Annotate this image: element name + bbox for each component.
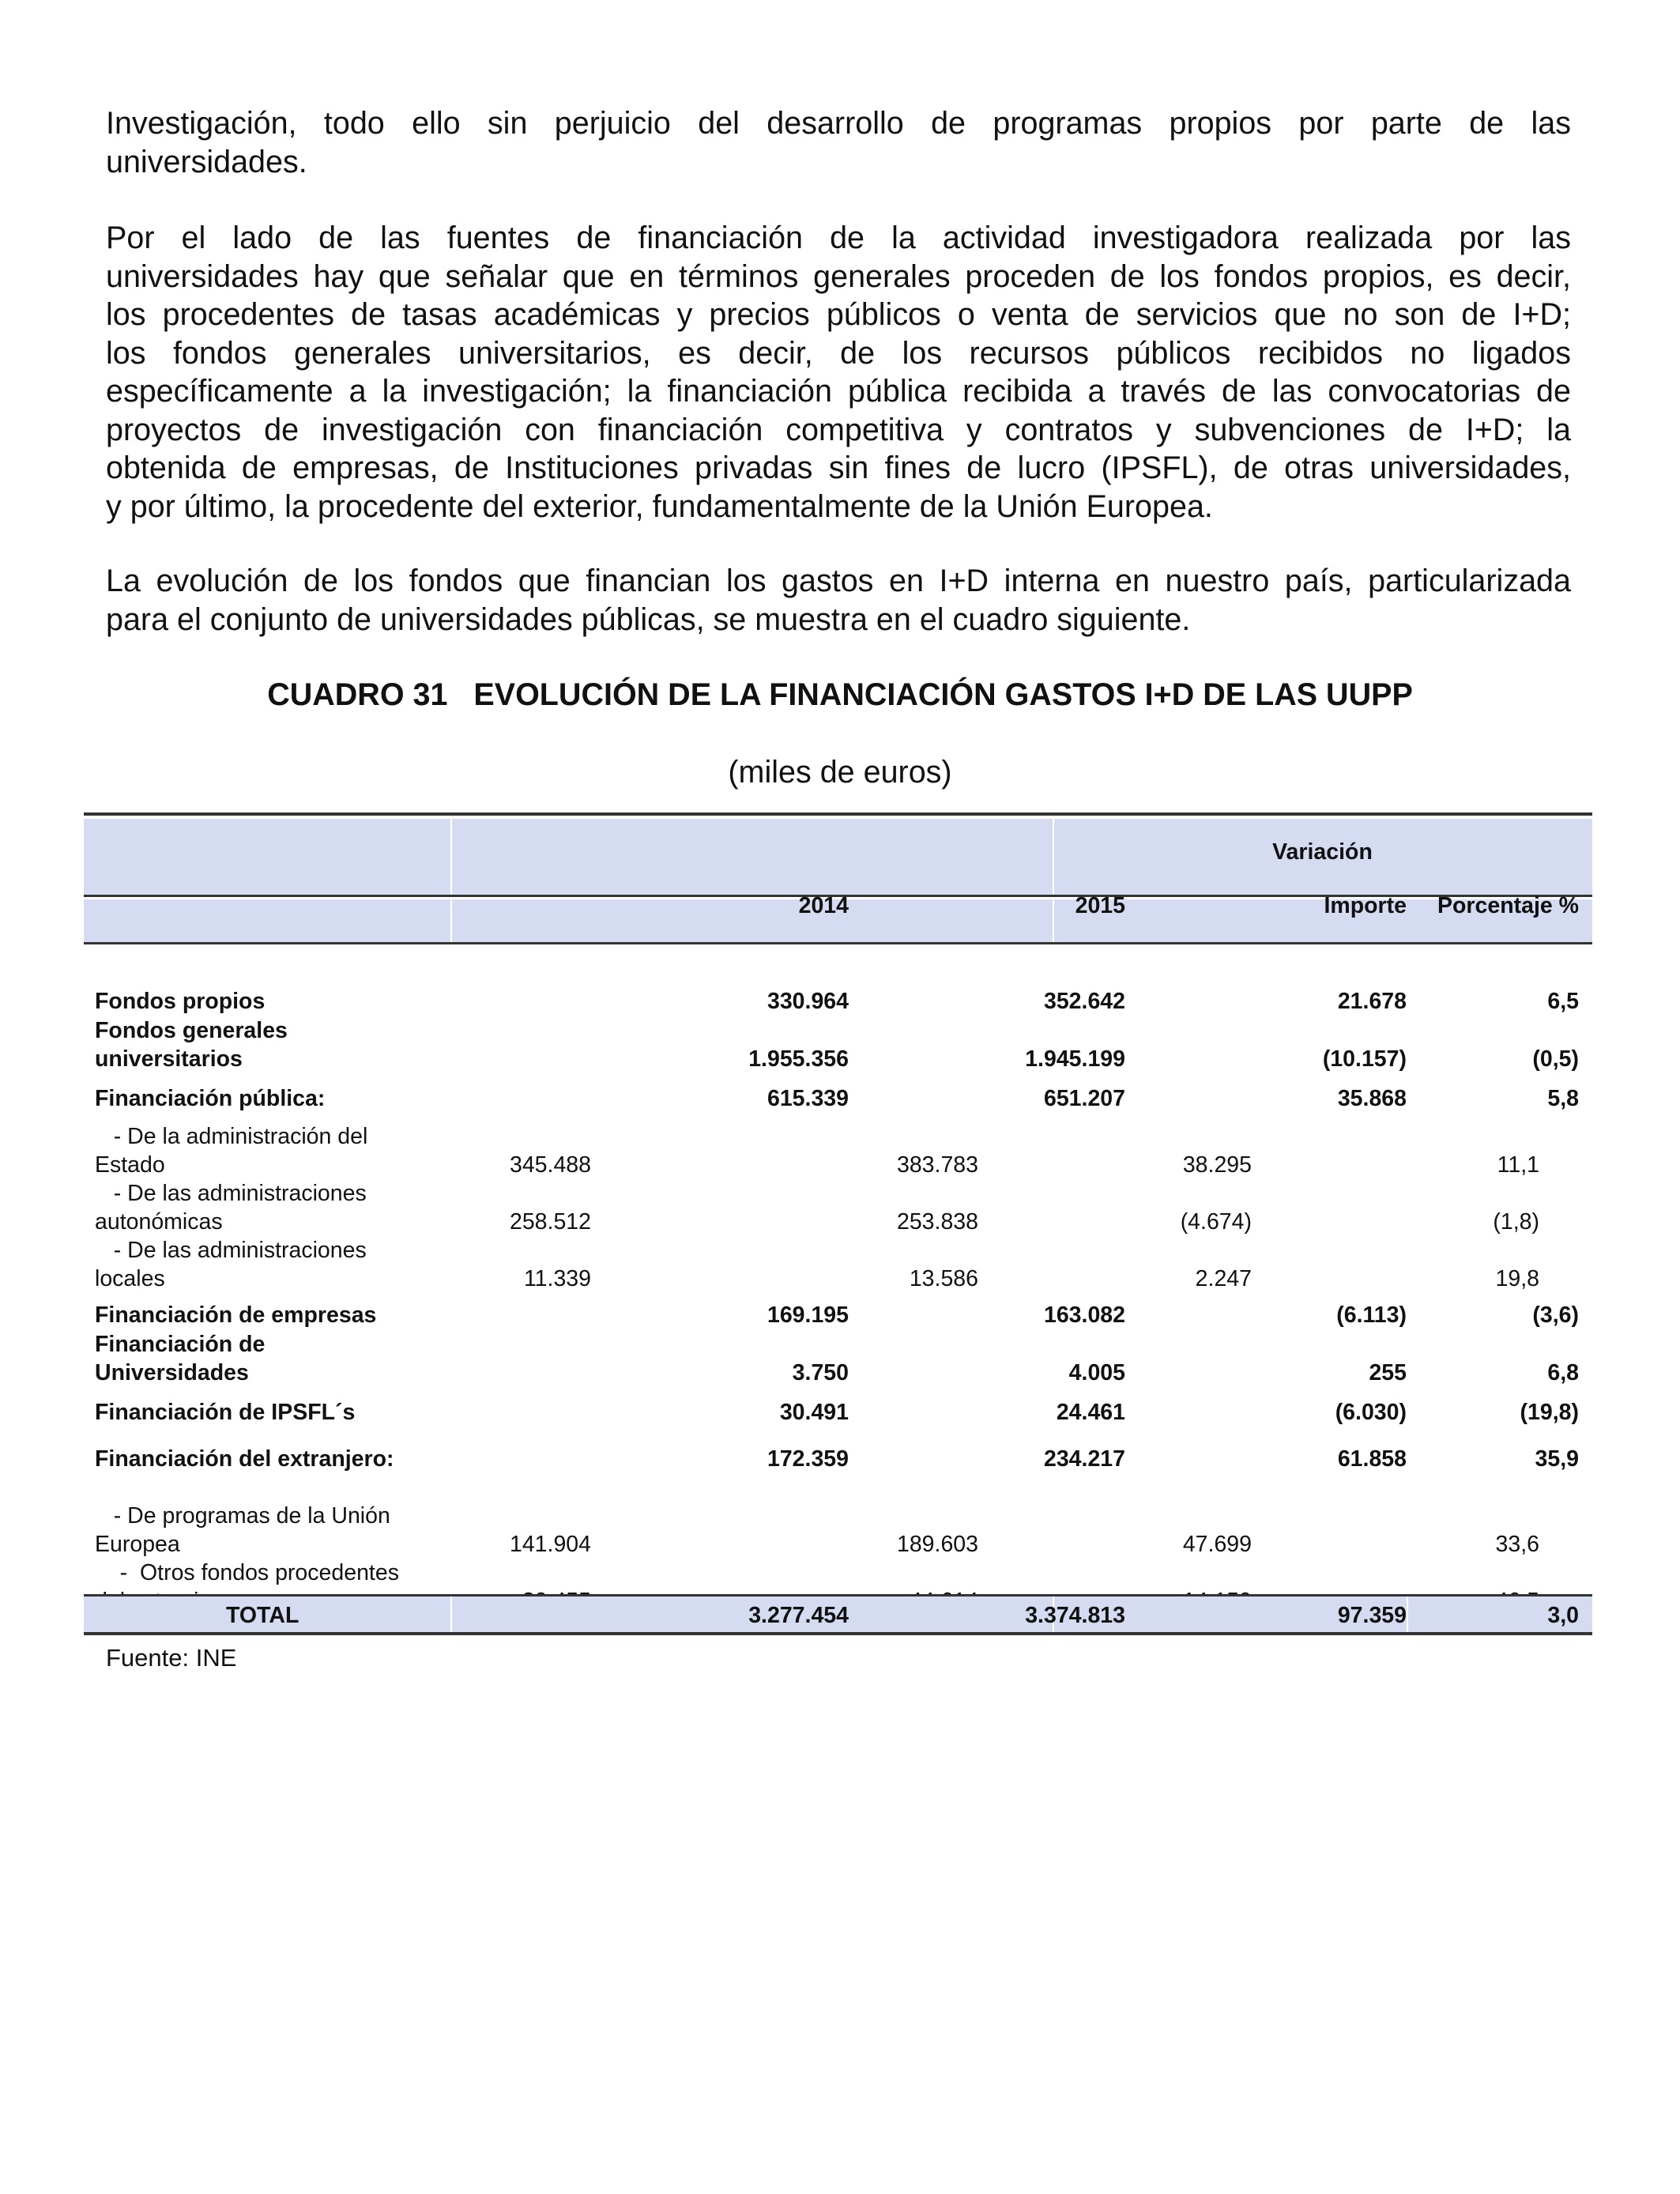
- row-value-pct: 5,8: [1547, 1086, 1579, 1111]
- table-header-bottom-rule: [84, 942, 1592, 944]
- paragraph-line: para el conjunto de universidades públicas, se muestra en el cuadro siguiente.: [106, 601, 1191, 637]
- row-value-v2014: 172.359: [767, 1446, 849, 1472]
- paragraph-intro: [106, 104, 1571, 181]
- row-label: universitarios: [95, 1046, 243, 1072]
- header-porcentaje: Porcentaje %: [1437, 893, 1579, 918]
- paragraph-line: y por último, la procedente del exterior, fundamentalmente de la Unión Europea.: [106, 488, 1213, 524]
- total-label: TOTAL: [226, 1603, 299, 1628]
- row-value-v2015: 4.005: [1068, 1360, 1125, 1385]
- paragraph-line: proyectos de investigación con financiación competitiva y contratos y subvenciones de I+D; la: [106, 412, 1571, 447]
- row-value-pct: 19,8: [1495, 1266, 1539, 1291]
- row-value-importe: 255: [1369, 1360, 1407, 1385]
- row-value-importe: (10.157): [1322, 1046, 1407, 1072]
- row-value-v2014: 1.955.356: [748, 1046, 849, 1072]
- total-porcentaje: 3,0: [1547, 1603, 1579, 1628]
- row-value-v2014: 345.488: [509, 1152, 591, 1178]
- row-value-importe: (6.030): [1335, 1400, 1407, 1425]
- row-value-v2015: 189.603: [896, 1532, 978, 1557]
- header-divider: [450, 819, 452, 895]
- row-label: Financiación del extranjero:: [95, 1446, 394, 1472]
- row-value-v2014: 169.195: [767, 1302, 849, 1328]
- header-2015: 2015: [1075, 893, 1125, 918]
- row-label: Fondos generales: [95, 1018, 288, 1043]
- row-value-v2014: 141.904: [509, 1532, 591, 1557]
- total-importe: 97.359: [1337, 1603, 1407, 1628]
- row-value-v2015: 163.082: [1043, 1302, 1125, 1328]
- row-value-v2015: 13.586: [909, 1266, 978, 1291]
- paragraph-line: los fondos generales universitarios, es decir, de los recursos públicos recibidos no ligados: [106, 335, 1571, 371]
- paragraph-line: obtenida de empresas, de Instituciones privadas sin fines de lucro (IPSFL), de otras universidades,: [106, 450, 1571, 485]
- row-value-importe: 47.699: [1182, 1532, 1252, 1557]
- row-value-v2015: 1.945.199: [1025, 1046, 1125, 1072]
- row-value-v2015: 253.838: [896, 1209, 978, 1235]
- row-value-v2015: 352.642: [1043, 989, 1125, 1014]
- row-value-pct: (19,8): [1520, 1400, 1579, 1425]
- row-label: Financiación de IPSFL´s: [95, 1400, 356, 1425]
- table-title: CUADRO 31 EVOLUCIÓN DE LA FINANCIACIÓN GASTOS I+D DE LAS UUPP: [267, 677, 1413, 712]
- row-value-pct: 33,6: [1495, 1532, 1539, 1557]
- row-value-pct: 35,9: [1535, 1446, 1579, 1472]
- row-value-v2015: 24.461: [1056, 1400, 1125, 1425]
- table-source: Fuente: INE: [106, 1644, 237, 1672]
- row-value-importe: (4.674): [1180, 1209, 1252, 1235]
- row-value-v2015: 234.217: [1043, 1446, 1125, 1472]
- row-label: Financiación de: [95, 1332, 266, 1357]
- paragraph-funding-sources: [106, 219, 1571, 526]
- row-value-v2015: 651.207: [1043, 1086, 1125, 1111]
- row-value-importe: 21.678: [1337, 989, 1407, 1014]
- row-label: autonómicas: [95, 1209, 223, 1235]
- row-value-v2014: 30.491: [779, 1400, 849, 1425]
- row-label: Estado: [95, 1152, 165, 1178]
- total-2014: 3.277.454: [748, 1603, 849, 1628]
- row-label: Universidades: [95, 1360, 249, 1385]
- row-value-importe: 2.247: [1195, 1266, 1252, 1291]
- paragraph-line: específicamente a la investigación; la financiación pública recibida a través de las convocatorias de: [106, 374, 1571, 409]
- header-importe: Importe: [1324, 893, 1407, 918]
- header-divider: [450, 899, 452, 942]
- row-label: - Otros fondos procedentes: [95, 1560, 399, 1585]
- header-2014: 2014: [798, 893, 849, 918]
- paragraph-line: Investigación, todo ello sin perjuicio del desarrollo de programas propios por parte de las: [106, 106, 1571, 141]
- table-subtitle: (miles de euros): [728, 755, 952, 790]
- paragraph-line: La evolución de los fondos que financian los gastos en I+D interna en nuestro país, particularizada: [106, 564, 1571, 598]
- row-value-pct: (1,8): [1493, 1209, 1539, 1235]
- row-value-v2014: 3.750: [792, 1360, 849, 1385]
- row-value-v2015: 383.783: [896, 1152, 978, 1178]
- row-value-importe: 61.858: [1337, 1446, 1407, 1472]
- table-top-rule: [84, 812, 1592, 816]
- row-label: Financiación de empresas: [95, 1302, 377, 1328]
- header-variacion: Variación: [1272, 839, 1373, 865]
- row-value-v2014: 330.964: [767, 989, 849, 1014]
- row-value-v2014: 11.339: [523, 1266, 591, 1291]
- row-label: - De programas de la Unión: [95, 1503, 390, 1529]
- row-label: - De las administraciones: [95, 1181, 367, 1206]
- row-value-importe: 38.295: [1182, 1152, 1252, 1178]
- row-value-v2014: 258.512: [509, 1209, 591, 1235]
- row-value-importe: (6.113): [1336, 1302, 1407, 1328]
- row-value-v2014: 615.339: [767, 1086, 849, 1111]
- total-bottom-rule: [84, 1632, 1592, 1635]
- paragraph-line: universidades hay que señalar que en términos generales proceden de los fondos propios, es decir,: [106, 258, 1571, 294]
- row-label: Fondos propios: [95, 989, 266, 1014]
- row-value-pct: 6,5: [1547, 989, 1579, 1014]
- paragraph-evolution: [106, 562, 1571, 639]
- total-divider: [450, 1596, 452, 1632]
- row-label: - De las administraciones: [95, 1238, 367, 1263]
- row-value-pct: 6,8: [1547, 1360, 1579, 1385]
- row-label: locales: [95, 1266, 165, 1291]
- paragraph-line: universidades.: [106, 144, 307, 179]
- row-label: Europea: [95, 1532, 180, 1557]
- row-label: Financiación pública:: [95, 1086, 326, 1111]
- row-value-importe: 35.868: [1337, 1086, 1407, 1111]
- row-value-pct: (0,5): [1532, 1046, 1579, 1072]
- paragraph-line: Por el lado de las fuentes de financiación de la actividad investigadora realizada por las: [106, 221, 1571, 255]
- total-2015: 3.374.813: [1025, 1603, 1125, 1628]
- row-label: - De la administración del: [95, 1124, 368, 1149]
- funding-table: [84, 812, 1592, 1642]
- row-value-pct: (3,6): [1532, 1302, 1579, 1328]
- row-value-pct: 11,1: [1497, 1152, 1539, 1178]
- paragraph-line: los procedentes de tasas académicas y precios públicos o venta de servicios que no son de I+D;: [106, 297, 1571, 332]
